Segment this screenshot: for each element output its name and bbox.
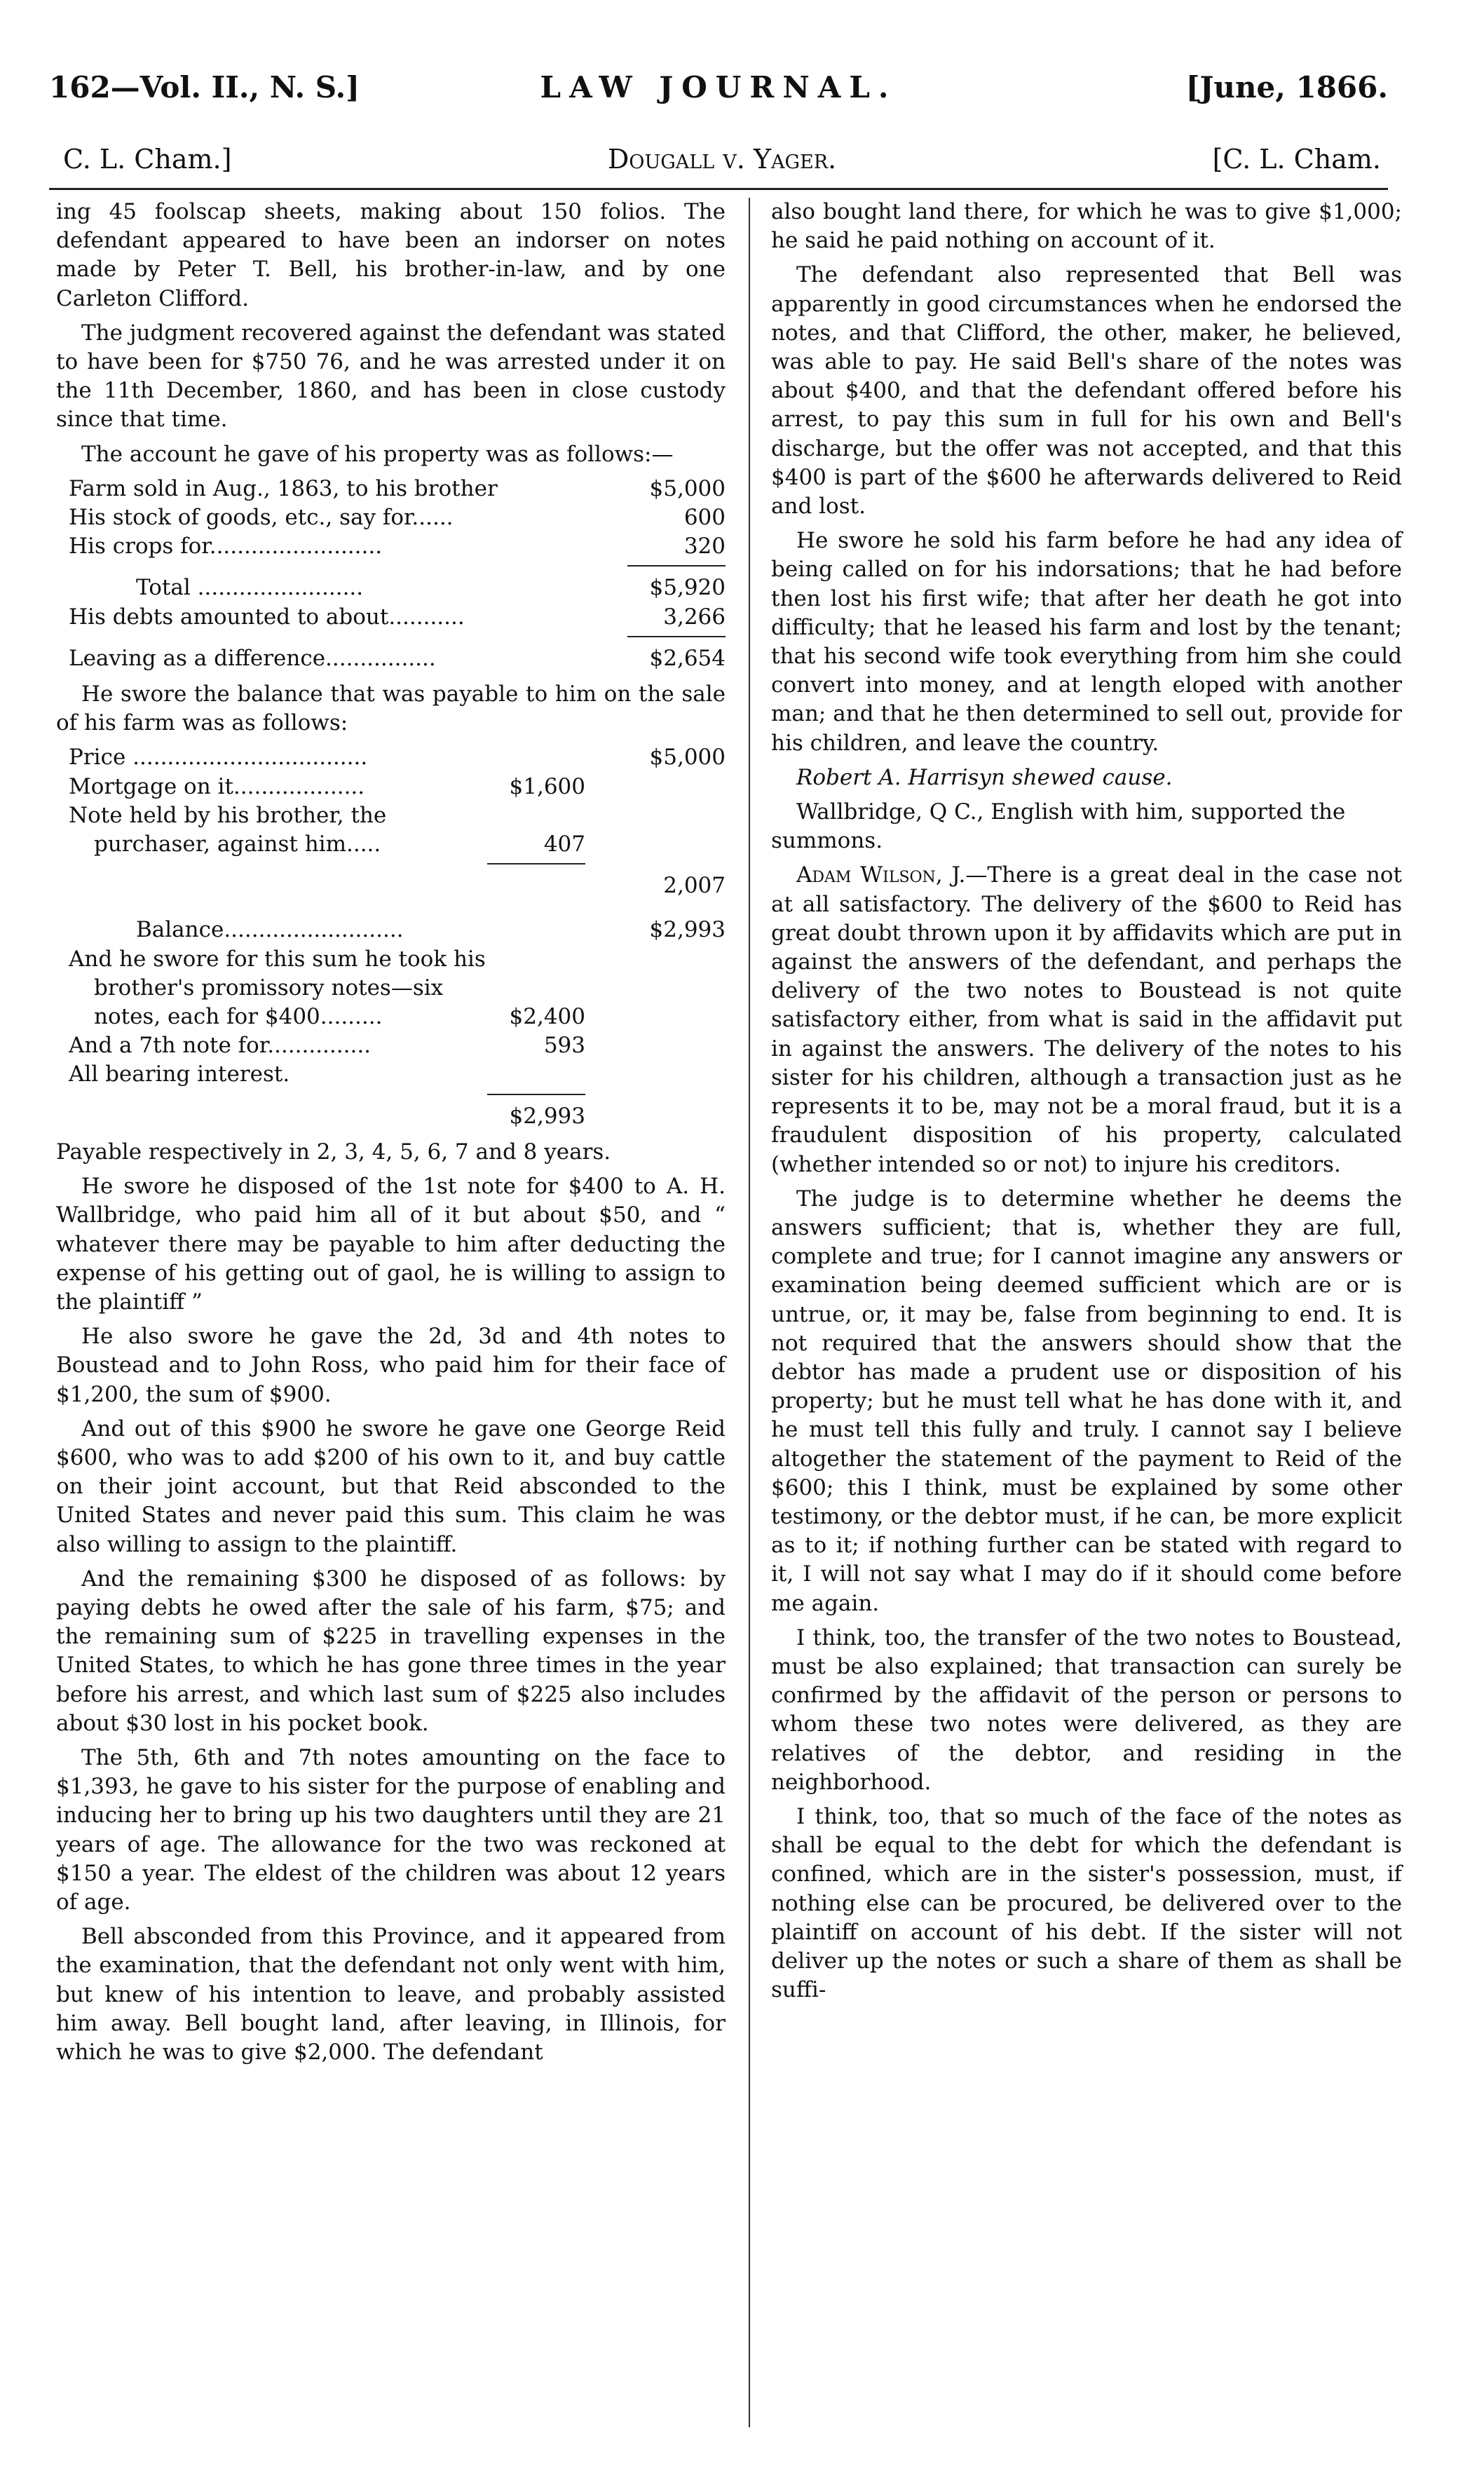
sum-rule: [487, 863, 585, 864]
counsel-cause: Robert A. Harrisyn shewed cause.: [796, 764, 1173, 790]
paragraph: Payable respectively in 2, 3, 4, 5, 6, 7 and 8 years.: [56, 1139, 611, 1165]
account-row: brother's promissory notes—six: [94, 975, 444, 1001]
account-debts: His debts amounted to about........... 3,266: [69, 604, 726, 630]
column-divider: [749, 198, 750, 2427]
account-balance: Balance.......................... $2,993: [136, 917, 726, 943]
account-row: Farm sold in Aug., 1863, to his brother $5,000: [69, 475, 726, 501]
page-volume: 162—Vol. II., N. S.]: [49, 70, 360, 104]
paragraph: The judge is to determine whether he deems the answers sufficient; that is, whether they are full, complete and true; for I cannot imagine any answers or examination being deemed sufficient which are or is untrue, or, it may be, false from beginning to end. It is not required that the answers should show that the debtor has made a prudent use or disposition of his property; but he must tell what he has done with it, and he must tell this fully and truly. I cannot say I believe altogether the statement of the payment to Reid of the $600; this I think, must be explained by some other testimony, or the debtor must, if he can, be more explicit as to it; if nothing further can be stated with regard to it, I will not say what I may do if it should come before me again.: [771, 1186, 1402, 1616]
paragraph: He swore the balance that was payable to him on the sale of his farm was as follows:: [56, 681, 726, 736]
account-row: Note held by his brother, the: [69, 802, 387, 828]
paragraph: And the remaining $300 he disposed of as follows: by paying debts he owed after the sale of his farm, $75; and the remaining sum of $225 in travelling expenses in the United States, to which he has gone three times in the year before his arrest, and which last sum of $225 also includes about $30 lost in his pocket book.: [56, 1566, 726, 1736]
sum-rule: [627, 636, 726, 637]
paragraph: The 5th, 6th and 7th notes amounting on the face to $1,393, he gave to his sister for the purpose of enabling and inducing her to bring up his two daughters until they are 21 years of age. The allowance for the two was reckoned at $150 a year. The eldest of the children was about 12 years of age.: [56, 1744, 726, 1915]
judge-name: Adam Wilson, J.: [796, 862, 966, 888]
right-column: [771, 198, 1402, 2010]
sum-rule: [487, 1094, 585, 1095]
account-subtotal: 2,007: [663, 873, 726, 899]
paragraph: The defendant also represented that Bell was apparently in good circumstances when he endorsed the notes, and that Clifford, the other, maker, he believed, was able to pay. He said Bell's share of the notes was about $400, and that the defendant offered before his arrest, to pay this sum in full for his own and Bell's discharge, but the offer was not accepted, and that this $400 is part of the $600 he afterwards delivered to Reid and lost.: [771, 262, 1402, 520]
account-row: Mortgage on it................... $1,600: [69, 773, 585, 799]
account-difference: Leaving as a difference................ $2,654: [69, 645, 726, 671]
header-rule: [49, 188, 1388, 190]
account-row: His stock of goods, etc., say for...... 600: [69, 505, 726, 531]
paragraph: The account he gave of his property was as follows:—: [81, 441, 674, 467]
paragraph: The judgment recovered against the defendant was stated to have been for $750 76, and he was arrested under it on the 11th December, 1860, and has been in close custody since that time.: [56, 320, 726, 433]
journal-title: LAW JOURNAL.: [540, 70, 897, 104]
account-row: Price .................................. $5,000: [69, 745, 726, 771]
paragraph: He also swore he gave the 2d, 3d and 4th notes to Boustead and to John Ross, who paid him for their face of $1,200, the sum of $900.: [56, 1324, 726, 1407]
paragraph: I think, too, that so much of the face of the notes as shall be equal to the debt for which the defendant is confined, which are in the sister's possession, must, if nothing else can be procured, be delivered over to the plaintiff on account of his debt. If the sister will not deliver up the notes or such a share of them as shall be suffi-: [771, 1803, 1402, 2003]
account-row: His crops for......................... 320: [69, 534, 726, 559]
paragraph: also bought land there, for which he was to give $1,000; he said he paid nothing on account of it.: [771, 199, 1402, 254]
paragraph: Bell absconded from this Province, and it appeared from the examination, that the defendant not only went with him, but knew of his intention to leave, and probably assisted him away. Bell bought land, after leaving, in Illinois, for which he was to give $2,000. The defendant: [56, 1924, 726, 2065]
issue-date: [June, 1866.: [1185, 70, 1388, 104]
account-row: And a 7th note for............... 593: [69, 1033, 585, 1059]
court-left: C. L. Cham.]: [63, 144, 232, 175]
account-row: All bearing interest.: [69, 1062, 290, 1087]
left-column: [56, 198, 726, 2073]
judgment-opening: Adam Wilson, J.—There is a great deal in the case not at all satisfactory. The delivery of the $600 to Reid has great doubt thrown upon it by affidavits which are put in against the answers of the defendant, and perhaps the delivery of the two notes to Boustead is not quite satisfactory either, from what is said in the affidavit put in against the answers. The delivery of the notes to his sister for his children, although a transaction just as he represents it to be, may not be a moral fraud, but it is a fraudulent disposition of his property, calculated (whether intended so or not) to injure his creditors.: [771, 862, 1402, 1177]
account-final: $2,993: [509, 1103, 585, 1129]
case-header: [63, 144, 1381, 186]
account-row: purchaser, against him..... 407: [94, 832, 585, 857]
counsel-summons: Wallbridge, Q C., English with him, supported the summons.: [771, 799, 1346, 854]
court-right: [C. L. Cham.: [1212, 144, 1381, 175]
paragraph: He swore he sold his farm before he had any idea of being called on for his indorsations; that he had before then lost his first wife; that after her death he got into difficulty; that he leased his farm and lost by the tenant; that his second wife took everything from him she could convert into money, and at length eloped with another man; and that he then determined to sell out, provide for his children, and leave the country.: [771, 528, 1402, 756]
account-row: notes, each for $400......... $2,400: [94, 1004, 585, 1030]
sum-rule: [627, 565, 726, 567]
running-header: [49, 70, 1388, 126]
property-account: [56, 475, 726, 673]
paragraph: I think, too, the transfer of the two notes to Boustead, must be also explained; that transaction can surely be confirmed by the affidavit of the person or persons to whom these two notes were delivered, as they are relatives of the debtor, and residing in the neighborhood.: [771, 1625, 1402, 1795]
farm-sale-account: [56, 743, 726, 1130]
paragraph: He swore he disposed of the 1st note for $400 to A. H. Wallbridge, who paid him all of it but about $50, and “ whatever there may be payable to him after deducting the expense of his getting out of gaol, he is willing to assign to the plaintiff ”: [56, 1174, 726, 1315]
paragraph: And out of this $900 he swore he gave one George Reid $600, who was to add $200 of his own to it, and buy cattle on their joint account, but that Reid absconded to the United States and never paid this sum. This claim he was also willing to assign to the plaintiff.: [56, 1416, 726, 1557]
case-name: Dougall v. Yager.: [607, 144, 837, 175]
paragraph: ing 45 foolscap sheets, making about 150 folios. The defendant appeared to have been an indorser on notes made by Peter T. Bell, his brother-in-law, and by one Carleton Clifford.: [56, 199, 726, 311]
account-total: Total ........................ $5,920: [136, 575, 726, 601]
account-row: And he swore for this sum he took his: [69, 946, 486, 972]
